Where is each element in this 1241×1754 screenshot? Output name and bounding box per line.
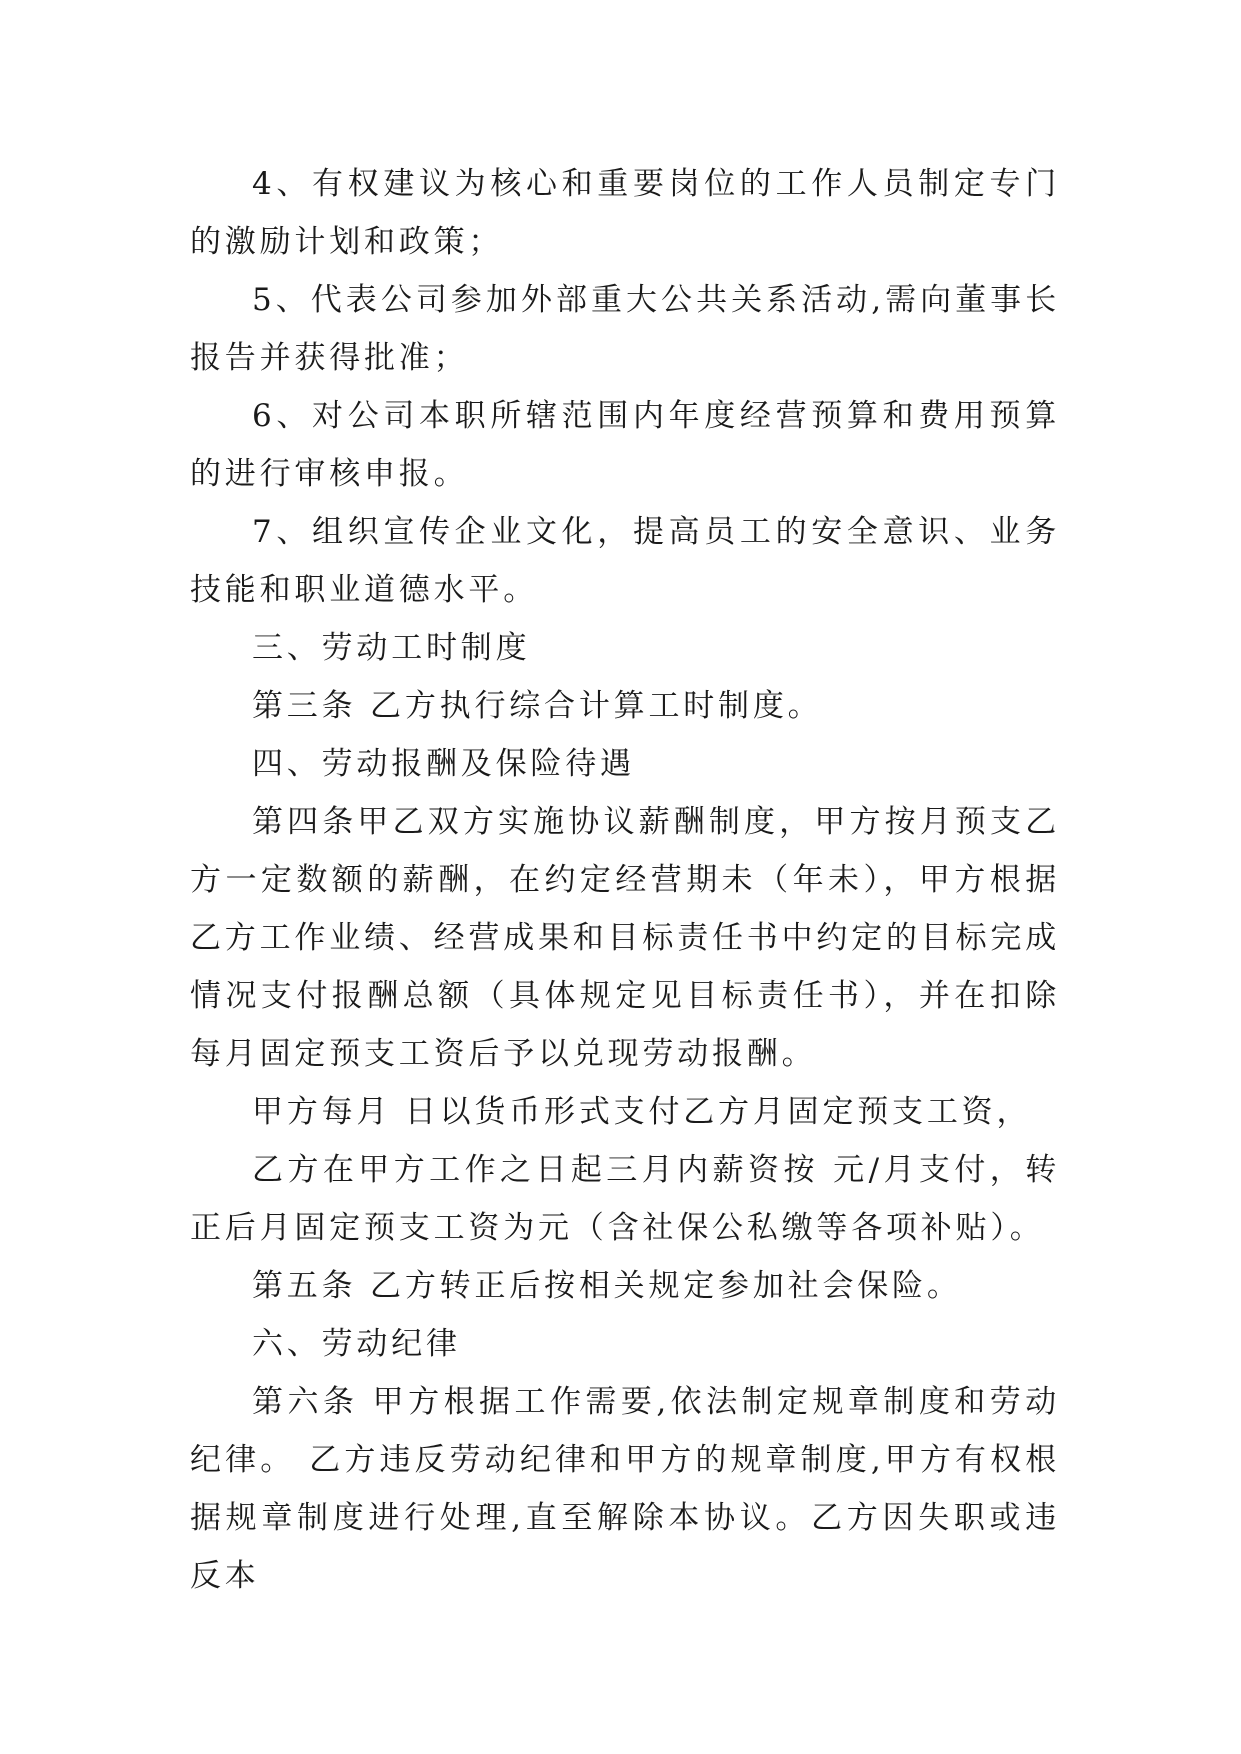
article-4: 第四条甲乙双方实施协议薪酬制度，甲方按月预支乙方一定数额的薪酬，在约定经营期未（年未），甲方根据乙方工作业绩、经营成果和目标责任书中约定的目标完成情况支付报酬总额（具体规定见目标责任书），并在扣除每月固定预支工资后予以兑现劳动报酬。 <box>190 804 1060 1072</box>
paragraph-item-4: 4、有权建议为核心和重要岗位的工作人员制定专门的激励计划和政策； <box>190 166 1060 260</box>
article-5: 第五条 乙方转正后按相关规定参加社会保险。 <box>252 1268 962 1304</box>
document-body <box>190 155 1060 1605</box>
section-heading-working-hours: 三、劳动工时制度 <box>252 630 531 666</box>
article-3: 第三条 乙方执行综合计算工时制度。 <box>252 688 823 724</box>
paragraph-probation-salary: 乙方在甲方工作之日起三月内薪资按 元/月支付，转正后月固定预支工资为元（含社保公私缴等各项补贴）。 <box>190 1152 1060 1246</box>
article-6: 第六条 甲方根据工作需要,依法制定规章制度和劳动纪律。 乙方违反劳动纪律和甲方的规章制度,甲方有权根据规章制度进行处理,直至解除本协议。乙方因失职或违反本 <box>190 1384 1060 1594</box>
paragraph-item-6: 6、对公司本职所辖范围内年度经营预算和费用预算的进行审核申报。 <box>190 398 1060 492</box>
paragraph-monthly-payment: 甲方每月 日以货币形式支付乙方月固定预支工资， <box>252 1094 1032 1130</box>
section-heading-remuneration: 四、劳动报酬及保险待遇 <box>252 746 635 782</box>
section-heading-discipline: 六、劳动纪律 <box>252 1326 461 1362</box>
paragraph-item-5: 5、代表公司参加外部重大公共关系活动,需向董事长报告并获得批准； <box>190 282 1060 376</box>
paragraph-item-7: 7、组织宣传企业文化，提高员工的安全意识、业务技能和职业道德水平。 <box>190 514 1060 608</box>
